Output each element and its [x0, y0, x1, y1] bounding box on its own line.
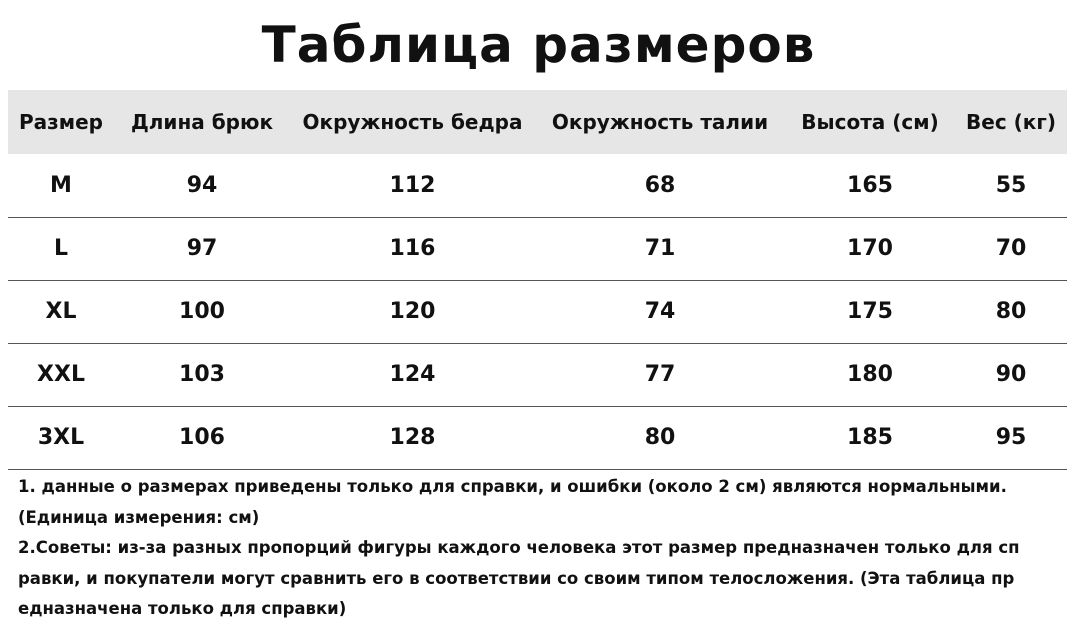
- table-row: [8, 406, 1067, 469]
- cell-height: 180: [785, 343, 955, 406]
- header-height: Высота (см): [785, 90, 955, 154]
- cell-hip: 116: [290, 217, 535, 280]
- cell-hip: 112: [290, 154, 535, 217]
- page-title: Таблица размеров: [261, 16, 816, 74]
- cell-pants-length: 103: [114, 343, 290, 406]
- header-waist: Окружность талии: [535, 90, 785, 154]
- header-weight: Вес (кг): [955, 90, 1067, 154]
- cell-weight: 80: [955, 280, 1067, 343]
- cell-waist: 71: [535, 217, 785, 280]
- cell-size: XL: [8, 280, 114, 343]
- header-size: Размер: [8, 90, 114, 154]
- cell-weight: 55: [955, 154, 1067, 217]
- note-line: равки, и покупатели могут сравнить его в соответствии со своим типом телосложения. (Эта таблица пр: [18, 568, 1015, 588]
- cell-waist: 74: [535, 280, 785, 343]
- cell-weight: 90: [955, 343, 1067, 406]
- cell-waist: 68: [535, 154, 785, 217]
- cell-height: 165: [785, 154, 955, 217]
- cell-height: 170: [785, 217, 955, 280]
- note-line: 1. данные о размерах приведены только для справки, и ошибки (около 2 см) являются нормальными.: [18, 477, 1007, 496]
- cell-height: 185: [785, 406, 955, 469]
- note-line: 2.Советы: из-за разных пропорций фигуры каждого человека этот размер предназначен только для сп: [18, 538, 1020, 557]
- cell-size: L: [8, 217, 114, 280]
- cell-pants-length: 94: [114, 154, 290, 217]
- cell-weight: 95: [955, 406, 1067, 469]
- cell-size: XXL: [8, 343, 114, 406]
- cell-height: 175: [785, 280, 955, 343]
- cell-waist: 77: [535, 343, 785, 406]
- cell-pants-length: 97: [114, 217, 290, 280]
- table-row: [8, 343, 1067, 406]
- header-hip: Окружность бедра: [290, 90, 535, 154]
- cell-hip: 124: [290, 343, 535, 406]
- cell-size: M: [8, 154, 114, 217]
- cell-pants-length: 106: [114, 406, 290, 469]
- cell-hip: 120: [290, 280, 535, 343]
- cell-pants-length: 100: [114, 280, 290, 343]
- header-pants-length: Длина брюк: [114, 90, 290, 154]
- table-header-row: [8, 90, 1067, 154]
- note-line: (Единица измерения: см): [18, 507, 260, 527]
- table-row: [8, 217, 1067, 280]
- notes: [18, 472, 1063, 625]
- cell-hip: 128: [290, 406, 535, 469]
- cell-size: 3XL: [8, 406, 114, 469]
- table-row: [8, 280, 1067, 343]
- table-row: [8, 154, 1067, 217]
- size-table: [8, 90, 1067, 470]
- cell-waist: 80: [535, 406, 785, 469]
- note-line: едназначена только для справки): [18, 599, 347, 618]
- cell-weight: 70: [955, 217, 1067, 280]
